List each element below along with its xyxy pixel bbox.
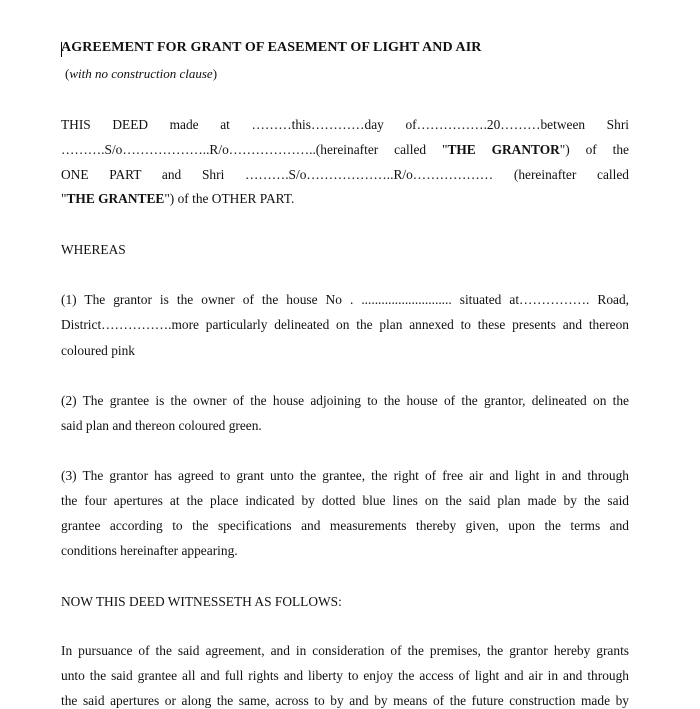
pursuance-line-2: unto the said grantee all and full rights and liberty to enjoy the access of light and air in and through [61, 668, 629, 683]
clause-3-line-2: the four apertures at the place indicated by dotted blue lines on the said plan made by the said [61, 493, 629, 508]
deed-line-4-text-b: ") of the OTHER PART. [164, 191, 295, 206]
whereas-heading: WHEREAS [61, 242, 126, 257]
pursuance-line-3: the said apertures or along the same, across to by and by means of the future construction made by [61, 693, 629, 708]
subtitle-open-paren: ( [65, 66, 70, 81]
deed-line-2 [61, 142, 629, 158]
document-title: AGREEMENT FOR GRANT OF EASEMENT OF LIGHT AND AIR [61, 40, 482, 55]
deed-line-2-text-b: ") of the [559, 142, 629, 157]
subtitle-italic-text: with no construction clause [69, 66, 213, 81]
clause-3-line-3: grantee according to the specifications and measurements thereby given, upon the terms and [61, 518, 629, 533]
deed-line-4 [61, 191, 629, 207]
deed-line-3: ONE PART and Shri ……….S/o………………..R/o……………… (hereinafter called [61, 167, 629, 182]
clause-3-line-1: (3) The grantor has agreed to grant unto the grantee, the right of free air and light in and through [61, 468, 629, 483]
clause-1-line-3: coloured pink [61, 343, 136, 358]
clause-2-line-1: (2) The grantee is the owner of the house adjoining to the house of the grantor, delineated on the [61, 393, 629, 408]
deed-line-1: THIS DEED made at ………this…………day of…………….20………between Shri [61, 117, 629, 132]
deed-line-4-text-a: " [61, 191, 67, 206]
clause-1-line-1: (1) The grantor is the owner of the house No . ........................... situated at……………. Road, [61, 292, 629, 307]
witnesseth-heading: NOW THIS DEED WITNESSETH AS FOLLOWS: [61, 594, 342, 609]
clause-1-line-2: District…………….more particularly delineated on the plan annexed to these presents and thereon [61, 317, 629, 332]
clause-3-line-4: conditions hereinafter appearing. [61, 543, 238, 558]
document-subtitle [65, 66, 217, 82]
grantee-term: THE GRANTEE [66, 191, 165, 206]
grantor-term: THE GRANTOR [447, 142, 560, 157]
deed-line-2-text-a: ……….S/o………………..R/o………………..(hereinafter called " [61, 142, 448, 157]
subtitle-close-paren: ) [212, 66, 218, 81]
clause-2-line-2: said plan and thereon coloured green. [61, 418, 262, 433]
pursuance-line-1: In pursuance of the said agreement, and in consideration of the premises, the grantor hereby grants [61, 643, 629, 658]
